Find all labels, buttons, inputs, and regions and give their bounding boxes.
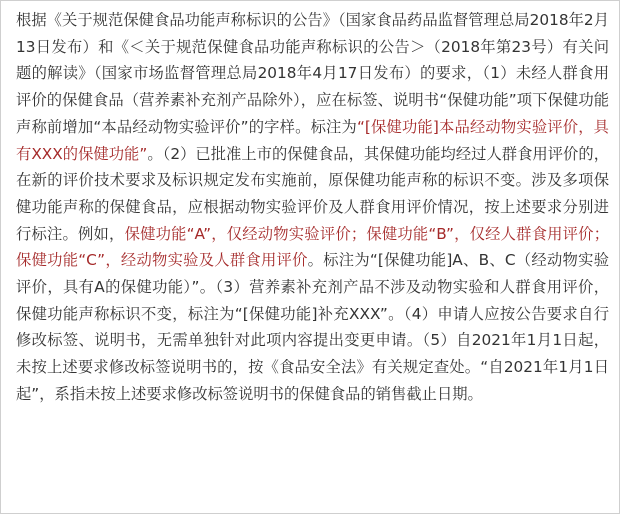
text-segment: 根据《关于规范保健食品功能声称标识的公告》（国家食品药品监督管理总局2018年2月13日发布）和《＜关于规范保健食品功能声称标识的公告＞（2018年第23号）有关问题的解读》（国家市场监督管理总局2018年4月17日发布）的要求，（1）未经人群食用评价的保健食品（营养素补充剂产品除外），应在标签、说明书“保健功能”项下保健功能声称前增加“本品经动物实验评价”的字样。标注为 bbox=[16, 11, 609, 136]
article-paragraph bbox=[16, 7, 609, 408]
highlighted-text-segment: 保健功能“A”，仅经动物实验评价；保健功能“B”，仅经人群食用评价；保健功能“C”，经动物实验及人群食用评价 bbox=[16, 224, 609, 270]
text-segment: 。（2）已批准上市的保健食品，其保健功能均经过人群食用评价的，在新的评价技术要求及标识规定发布实施前，原保健功能声称的标识不变。涉及多项保健功能声称的保健食品，应根据动物实验评价及人群食用评价情况，按上述要求分别进行标注。例如， bbox=[16, 144, 609, 243]
text-segment: 。标注为“[保健功能]A、B、C（经动物实验评价，具有A的保健功能）”。（3）营养素补充剂产品不涉及动物实验和人群食用评价，保健功能声称标识不变，标注为“[保健功能]补充XXX”。（4）申请人应按公告要求自行修改标签、说明书，无需单独针对此项内容提出变更申请。（5）自2021年1月1日起，未按上述要求修改标签说明书的，按《食品安全法》有关规定查处。“自2021年1月1日起”，系指未按上述要求修改标签说明书的保健食品的销售截止日期。 bbox=[16, 251, 609, 403]
highlighted-text-segment: “[保健功能]本品经动物实验评价，具有XXX的保健功能” bbox=[16, 117, 609, 163]
